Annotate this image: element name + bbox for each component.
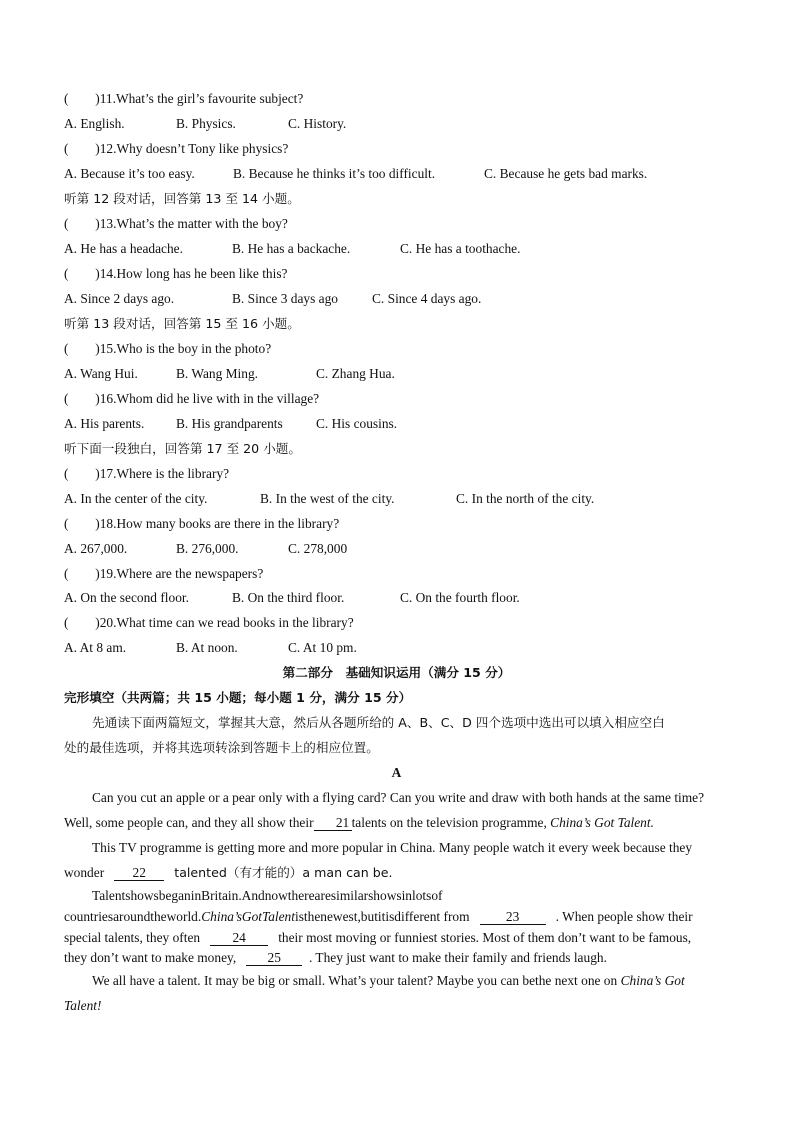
question-15: ( )15.Who is the boy in the photo? — [64, 341, 272, 356]
q16-option-b: B. His grandparents — [176, 416, 283, 431]
question-12: ( )12.Why doesn’t Tony like physics? — [64, 141, 289, 156]
q15-option-a: A. Wang Hui. — [64, 366, 138, 381]
q20-option-c: C. At 10 pm. — [288, 640, 357, 655]
show-name: China’s Got — [620, 973, 685, 988]
question-17: ( )17.Where is the library? — [64, 466, 230, 481]
blank-23: 23 — [480, 910, 546, 925]
passage-p3-line-1: TalentshowsbeganinBritain.Andnowtherearesimilarshowsinlotsof — [92, 888, 443, 903]
q15-option-c: C. Zhang Hua. — [316, 366, 395, 381]
q14-option-c: C. Since 4 days ago. — [372, 291, 482, 306]
q13-option-a: A. He has a headache. — [64, 241, 183, 256]
cloze-instruction-line-2: 处的最佳选项，并将其选项转涂到答题卡上的相应位置。 — [64, 740, 379, 755]
q11-option-b: B. Physics. — [176, 116, 236, 131]
blank-25: 25 — [246, 951, 302, 966]
blank-21: 21 — [314, 816, 352, 831]
passage-p4-line-2 — [64, 998, 101, 1014]
passage-p1-line-1: Can you cut an apple or a pear only with a flying card? Can you write and draw with both hands at the same time? — [92, 790, 705, 805]
passage-p2-line-1: This TV programme is getting more and more popular in China. Many people watch it every week because they — [92, 840, 693, 855]
question-13: ( )13.What’s the matter with the boy? — [64, 216, 288, 231]
question-14: ( )14.How long has he been like this? — [64, 266, 288, 281]
monologue-instruction: 听下面一段独白，回答第 17 至 20 小题。 — [64, 441, 301, 456]
q12-option-a: A. Because it’s too easy. — [64, 166, 195, 181]
q12-option-c: C. Because he gets bad marks. — [484, 166, 648, 181]
section-13-instruction: 听第 13 段对话，回答第 15 至 16 小题。 — [64, 316, 300, 331]
q16-option-c: C. His cousins. — [316, 416, 398, 431]
q17-option-c: C. In the north of the city. — [456, 491, 595, 506]
q11-option-a: A. English. — [64, 116, 125, 131]
section-12-instruction: 听第 12 段对话，回答第 13 至 14 小题。 — [64, 191, 300, 206]
show-name: China’sGotTalent — [201, 909, 295, 924]
passage-p2-line-2: wonder 22 talented（有才能的）a man can be. — [64, 865, 393, 880]
show-name: Talent! — [64, 998, 102, 1013]
q17-option-a: A. In the center of the city. — [64, 491, 208, 506]
q13-option-c: C. He has a toothache. — [400, 241, 521, 256]
q11-option-c: C. History. — [288, 116, 347, 131]
show-name: China’s Got Talent. — [550, 815, 654, 830]
q14-option-b: B. Since 3 days ago — [232, 291, 338, 306]
q12-option-b: B. Because he thinks it’s too difficult. — [233, 166, 436, 181]
q18-option-a: A. 267,000. — [64, 541, 128, 556]
question-11: ( )11.What’s the girl’s favourite subject? — [64, 91, 304, 106]
blank-24: 24 — [210, 931, 268, 946]
passage-p4-line-1: We all have a talent. It may be big or small. What’s your talent? Maybe you can bethe next one on China’s Got — [92, 973, 685, 988]
passage-p3-line-2: countriesaroundtheworld.China’sGotTalentisthenewest,butitisdifferent from 23 . When people show their — [64, 909, 693, 924]
q16-option-a: A. His parents. — [64, 416, 145, 431]
passage-label: A — [391, 765, 402, 780]
passage-p3-line-4: they don’t want to make money, 25 . They just want to make their family and friends laugh. — [64, 950, 607, 965]
q18-option-c: C. 278,000 — [288, 541, 348, 556]
part-2-title: 第二部分 基础知识运用（满分 15 分） — [282, 665, 511, 680]
q13-option-b: B. He has a backache. — [232, 241, 351, 256]
q15-option-b: B. Wang Ming. — [176, 366, 258, 381]
question-20: ( )20.What time can we read books in the library? — [64, 615, 354, 630]
question-16: ( )16.Whom did he live with in the village? — [64, 391, 320, 406]
q20-option-a: A. At 8 am. — [64, 640, 127, 655]
q14-option-a: A. Since 2 days ago. — [64, 291, 175, 306]
q18-option-b: B. 276,000. — [176, 541, 239, 556]
cloze-instruction-line-1: 先通读下面两篇短文，掌握其大意，然后从各题所给的 A、B、C、D 四个选项中选出可以填入相应空白 — [92, 715, 665, 730]
blank-22: 22 — [114, 866, 164, 881]
passage-p3-line-3: special talents, they often 24 their most moving or funniest stories. Most of them don’t want to be famous, — [64, 930, 692, 945]
question-19: ( )19.Where are the newspapers? — [64, 566, 264, 581]
q19-option-a: A. On the second floor. — [64, 590, 189, 605]
cloze-title: 完形填空（共两篇；共 15 小题；每小题 1 分，满分 15 分） — [64, 690, 412, 705]
passage-p1-line-2: Well, some people can, and they all show their 21 talents on the television programme, China’s Got Talent. — [64, 815, 654, 830]
q19-option-b: B. On the third floor. — [232, 590, 345, 605]
q17-option-b: B. In the west of the city. — [260, 491, 395, 506]
q19-option-c: C. On the fourth floor. — [400, 590, 520, 605]
q20-option-b: B. At noon. — [176, 640, 238, 655]
question-18: ( )18.How many books are there in the library? — [64, 516, 340, 531]
